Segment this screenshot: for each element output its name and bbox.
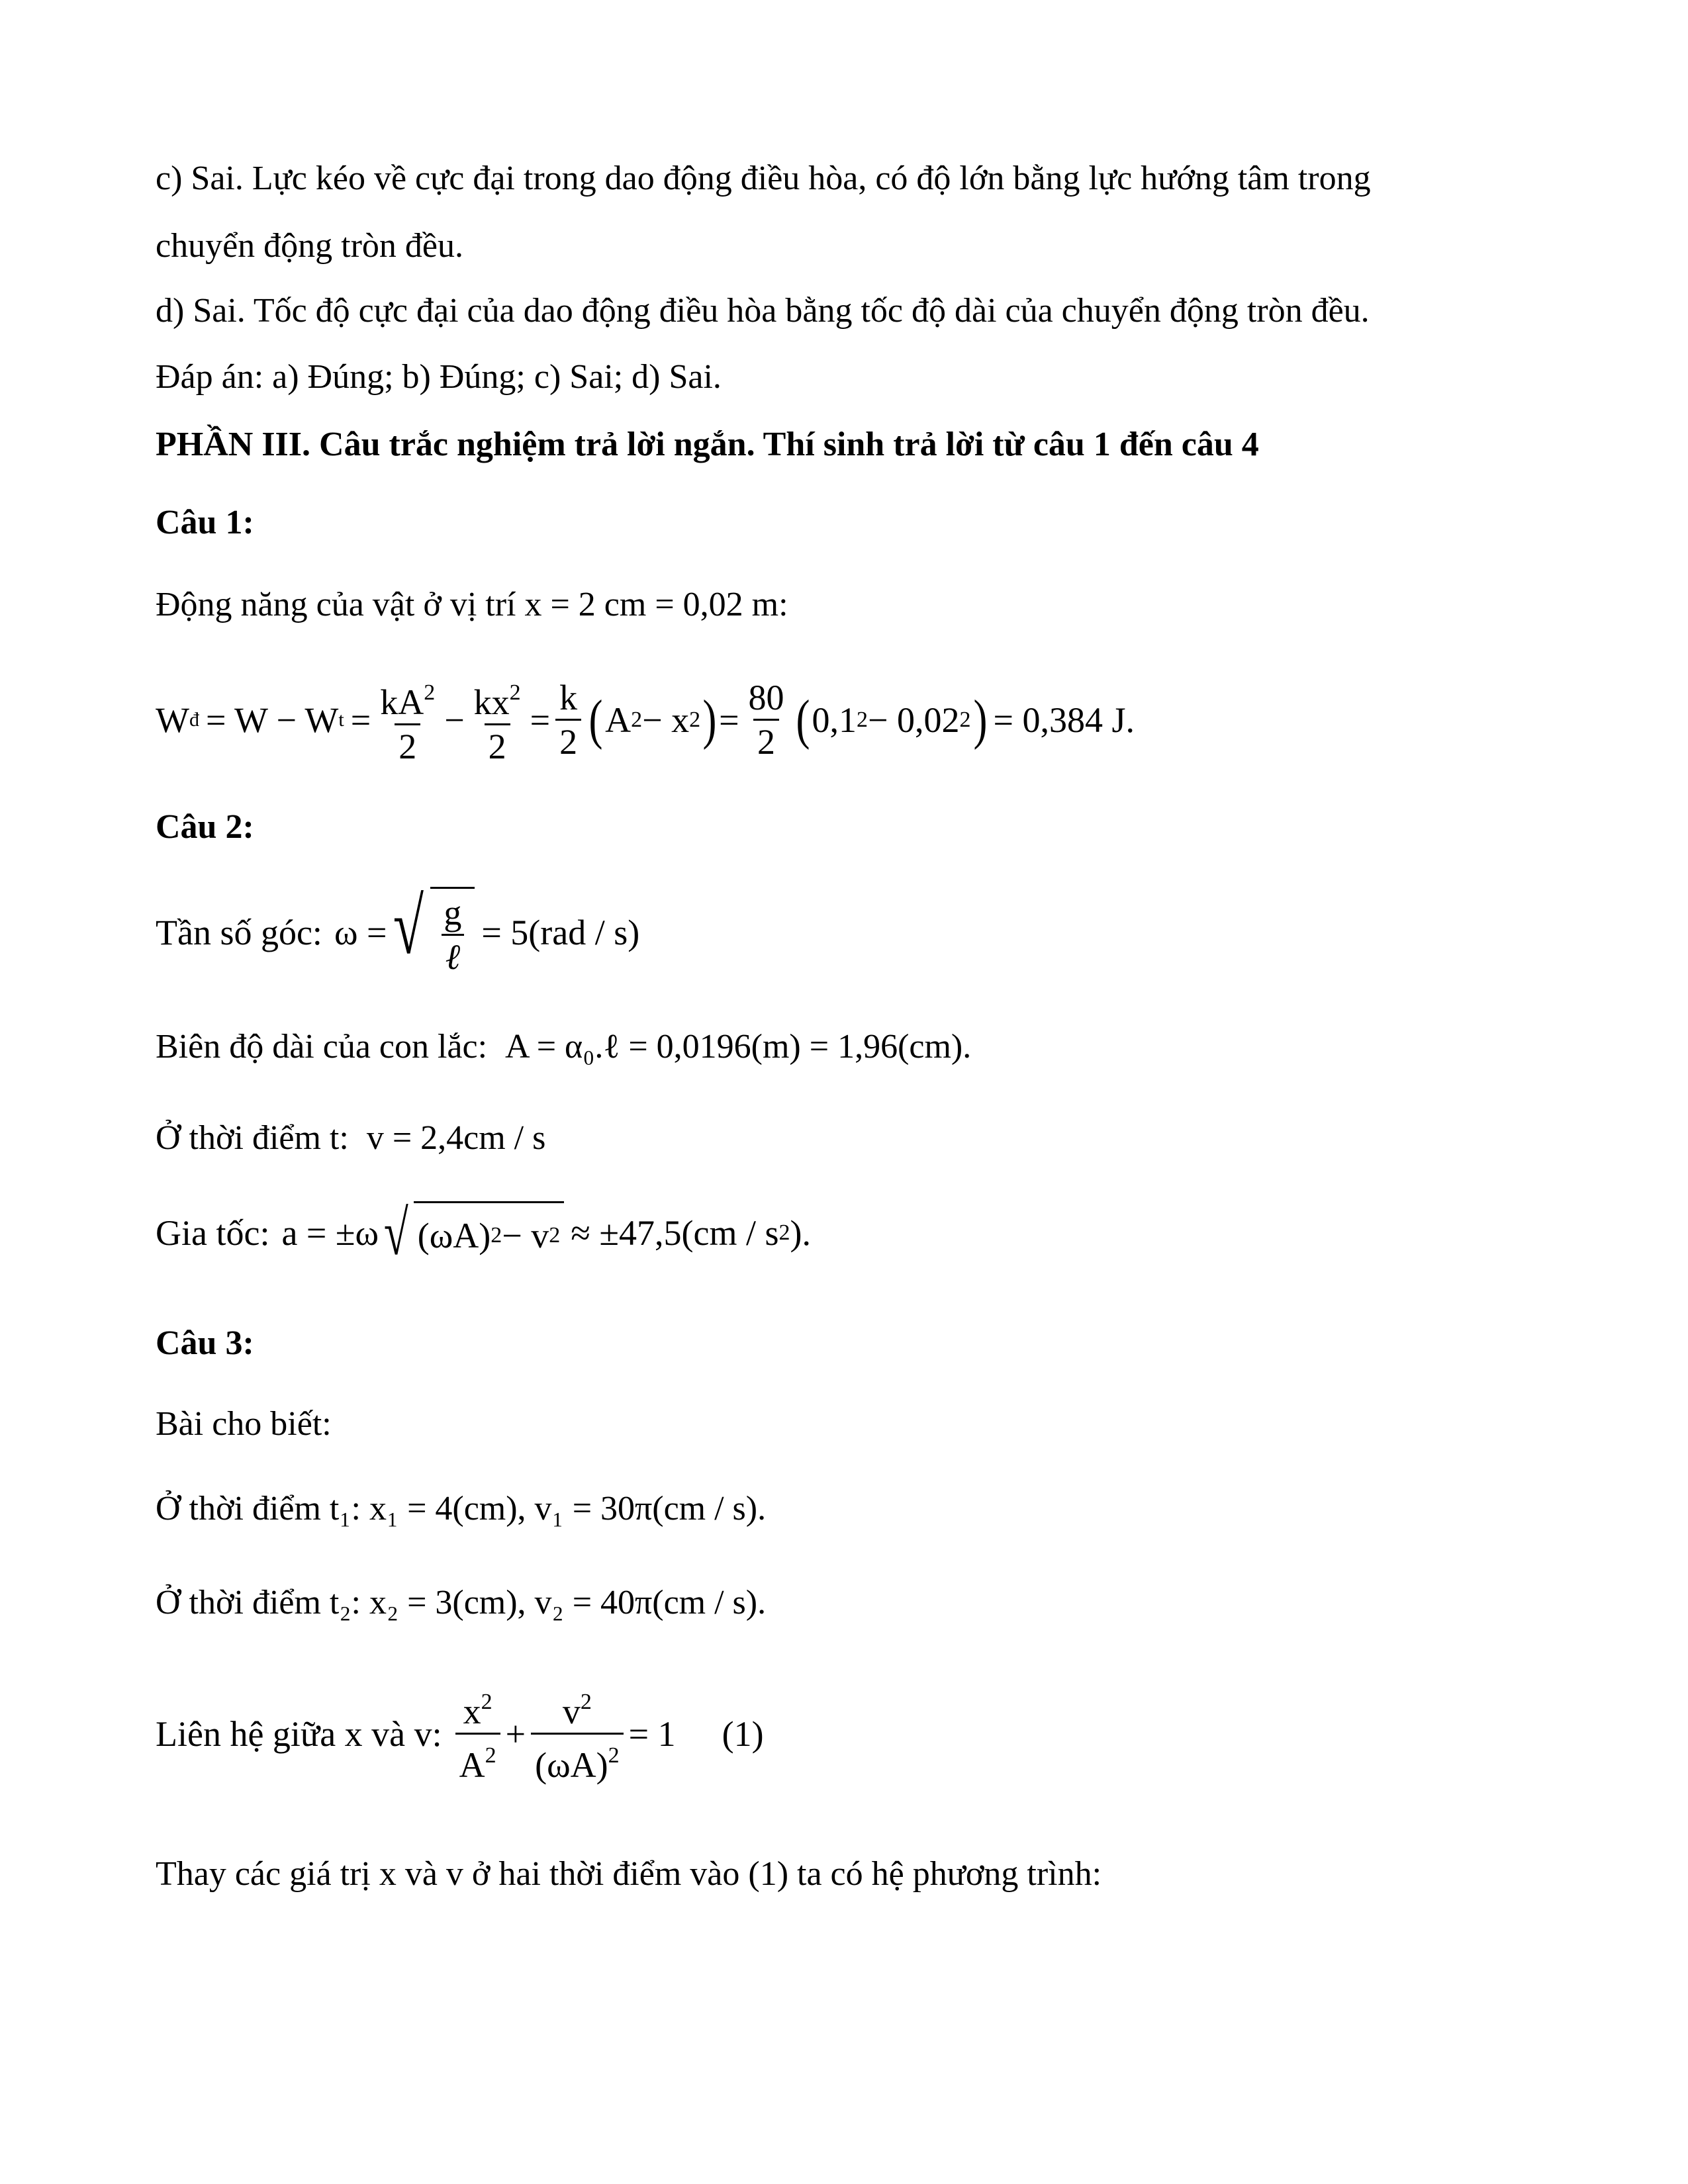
radicand-omega-a-exp: 2: [491, 1222, 502, 1248]
eq1-paren-2a: 0,1: [812, 700, 857, 740]
time-2-values: Ở thời điểm t₂: x₂ = 3(cm), v₂ = 40π(cm / s).: [156, 1584, 767, 1621]
eq1-paren-x: − x: [642, 700, 690, 740]
acceleration-radicand: [414, 1201, 564, 1265]
relation-frac-1-den: A: [459, 1745, 485, 1785]
relation-frac-2-num: v: [562, 1692, 581, 1731]
eq1-frac-2-exp: 2: [509, 680, 521, 705]
eq1-frac-4: [745, 676, 788, 763]
radicand-omega-a: (ωA): [417, 1215, 491, 1255]
relation-frac-1: [455, 1681, 500, 1786]
omega-symbol: ω =: [334, 913, 387, 952]
eq1-frac-3: [555, 676, 581, 763]
statement-c-line-2: chuyển động tròn đều.: [156, 227, 464, 265]
eq1-frac-3-num: k: [559, 678, 578, 717]
omega-label: Tần số góc:: [156, 913, 322, 952]
question-3-heading: Câu 3:: [156, 1324, 254, 1362]
omega-frac-den: ℓ: [442, 934, 465, 978]
part-3-heading: PHẦN III. Câu trắc nghiệm trả lời ngắn. Thí sinh trả lời từ câu 1 đến câu 4: [156, 426, 1259, 463]
velocity-at-t-line: [156, 1117, 545, 1160]
eq1-paren-close-2: ): [972, 688, 987, 751]
relation-frac-1-num-exp: 2: [481, 1690, 492, 1714]
relation-frac-1-den-exp: 2: [485, 1743, 496, 1768]
substitution-text: Thay các giá trị x và v ở hai thời điểm vào (1) ta có hệ phương trình:: [156, 1855, 1102, 1893]
eq1-frac-1-den: 2: [395, 723, 420, 768]
radicand-v-exp: 2: [549, 1222, 561, 1248]
relation-label: Liên hệ giữa x và v:: [156, 1713, 442, 1754]
eq1-paren-open-1: (: [588, 688, 603, 751]
acceleration-result-end: ).: [790, 1213, 811, 1253]
eq1-paren-x-exp: 2: [689, 707, 701, 732]
sqrt-sign-2: √: [383, 1197, 408, 1268]
eq1-paren-2b: − 0,02: [868, 700, 960, 740]
time-1-values: Ở thời điểm t₁: x₁ = 4(cm), v₁ = 30π(cm / s).: [156, 1490, 767, 1527]
eq1-frac-1-exp: 2: [424, 680, 436, 705]
velocity-label: Ở thời điểm t:: [156, 1119, 349, 1157]
question-2-heading: Câu 2:: [156, 808, 254, 846]
eq1-minus: −: [444, 700, 465, 740]
eq1-equals-2: =: [530, 700, 551, 740]
acceleration-result-exp: 2: [778, 1220, 790, 1245]
answer-key: Đáp án: a) Đúng; b) Đúng; c) Sai; d) Sai.: [156, 358, 722, 396]
statement-c-line-1: c) Sai. Lực kéo về cực đại trong dao động điều hòa, có độ lớn bằng lực hướng tâm trong: [156, 159, 1371, 197]
eq1-mid: = W − W: [205, 700, 339, 740]
eq1-paren-a-exp: 2: [631, 707, 643, 732]
relation-frac-2-den: (ωA): [535, 1745, 608, 1785]
relation-frac-1-num: x: [463, 1692, 481, 1731]
eq1-frac-1-num: kA: [380, 682, 424, 722]
eq1-paren-2b-exp: 2: [959, 707, 971, 732]
omega-frac-num: g: [444, 893, 462, 933]
eq1-frac-4-den: 2: [753, 719, 779, 763]
statement-d: d) Sai. Tốc độ cực đại của dao động điều hòa bằng tốc độ dài của chuyển động tròn đều.: [156, 292, 1370, 330]
eq1-frac-3-den: 2: [555, 719, 581, 763]
relation-frac-2-num-exp: 2: [580, 1690, 592, 1714]
eq1-result: = 0,384 J.: [993, 700, 1135, 740]
relation-tag: (1): [722, 1713, 764, 1754]
acceleration-equation: [156, 1197, 811, 1268]
relation-equation: [156, 1681, 764, 1786]
acceleration-start: a = ±ω: [281, 1213, 379, 1253]
kinetic-energy-equation: [156, 672, 1135, 768]
eq1-frac-2-den: 2: [485, 723, 510, 768]
omega-result: = 5(rad / s): [481, 913, 640, 952]
eq1-frac-1: [376, 672, 439, 768]
eq1-mid-sub: t: [338, 708, 344, 731]
question-1-text: Động năng của vật ở vị trí x = 2 cm = 0,02 m:: [156, 586, 788, 623]
amplitude-line: [156, 1026, 971, 1068]
velocity-expression: v = 2,4cm / s: [366, 1119, 546, 1157]
eq1-paren-close-1: ): [702, 688, 717, 751]
eq1-frac-2: [470, 672, 525, 768]
eq1-paren-open-2: (: [796, 688, 810, 751]
question-1-heading: Câu 1:: [156, 504, 254, 541]
eq1-lhs: W: [156, 700, 189, 740]
acceleration-label: Gia tốc:: [156, 1213, 270, 1253]
acceleration-result: ≈ ±47,5(cm / s: [571, 1213, 779, 1253]
amplitude-expression: A = α₀.ℓ = 0,0196(m) = 1,96(cm).: [505, 1028, 972, 1066]
relation-frac-2-den-exp: 2: [608, 1743, 620, 1768]
eq1-frac-2-num: kx: [473, 682, 510, 722]
radicand-v: − v: [502, 1215, 549, 1255]
eq1-paren-2a-exp: 2: [857, 707, 868, 732]
amplitude-label: Biên độ dài của con lắc:: [156, 1028, 488, 1066]
relation-frac-2: [531, 1681, 624, 1786]
relation-equals: = 1: [628, 1713, 676, 1754]
eq1-lhs-sub: đ: [189, 708, 199, 731]
given-heading: Bài cho biết:: [156, 1405, 332, 1443]
relation-plus: +: [505, 1713, 526, 1754]
eq1-equals-3: =: [719, 700, 739, 740]
eq1-paren-a: A: [605, 700, 632, 740]
eq1-frac-4-num: 80: [748, 678, 784, 717]
sqrt-sign: √: [393, 882, 424, 970]
omega-sqrt: [387, 882, 475, 978]
omega-radicand: [430, 887, 475, 978]
angular-frequency-equation: [156, 882, 640, 978]
acceleration-sqrt: [379, 1197, 564, 1268]
eq1-equals: =: [350, 700, 371, 740]
omega-frac: [440, 891, 465, 978]
